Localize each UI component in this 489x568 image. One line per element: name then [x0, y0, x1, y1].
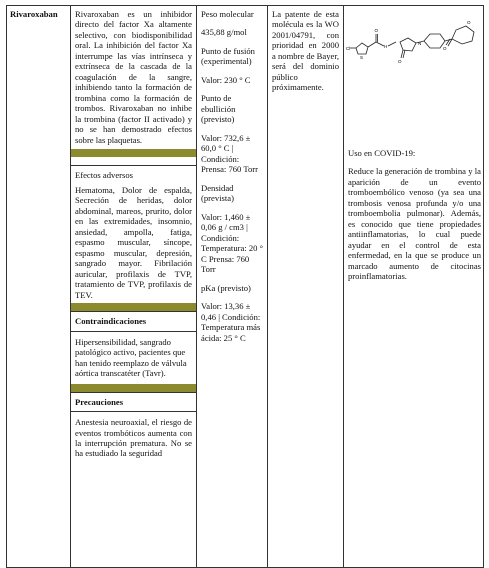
drug-info-table [6, 5, 484, 568]
property-value: Valor: 732,6 ± 60,0 ° C | Condición: Prensa: 760 Torr [201, 132, 259, 175]
section-divider [71, 303, 196, 311]
property-value: 435,88 g/mol [201, 27, 247, 38]
section-divider [71, 384, 196, 392]
drug-name-column [7, 6, 71, 567]
structure-covid-column [344, 6, 484, 567]
property-value: Valor: 230 ° C [201, 74, 251, 85]
drug-description: Rivaroxaban es un inhibidor directo del factor Xa altamente selectivo, con biodisponibilidad oral. La inhibición del factor Xa interrumpe las vías intrínseca y extrínseca de la cascada de la coagulación de la sangre, inhibiendo tanto la formación de trombina como la formación de trombos. Rivaroxaban no inhibe la trombina (factor II activado) y no se han demostrado efectos sobre las plaquetas. [75, 9, 192, 145]
patent-column [268, 6, 344, 567]
sulfur-label: S [360, 55, 364, 60]
chlorine-label: Cl [346, 46, 351, 51]
molecule-structure-image [346, 8, 484, 66]
section-divider [71, 149, 196, 157]
property-value: Valor: 13,36 ± 0,46 | Condición: Temperatura más ácida: 25 ° C [201, 301, 261, 343]
drug-name: Rivaroxaban [10, 9, 58, 19]
patent-text: La patente de esta molécula es la WO 2001/04791, con prioridad en 2000 a nombre de Bayer, será del dominio público próximamente. [272, 9, 339, 93]
precautions-text: Anestesia neuroaxial, el riesgo de eventos trombóticos aumenta con la interrupción prematura. No se ha estudiado la seguridad [75, 417, 192, 459]
clinical-info-column [71, 6, 197, 567]
oxazolidinone-o-label: O [398, 59, 402, 64]
properties-list [197, 6, 267, 343]
adverse-effects-title: Efectos adversos [75, 170, 133, 181]
patent-cell [268, 6, 343, 93]
oxazolidinone-n-label: N [418, 41, 422, 46]
property-label: Peso molecular [201, 9, 254, 19]
property-label: pKa (previsto) [201, 282, 251, 293]
amide-nh-label: H [384, 44, 388, 49]
property-label: Punto de fusión (experimental) [201, 45, 255, 67]
properties-column [197, 6, 268, 567]
property-label: Punto de ebullición (previsto) [201, 93, 236, 125]
morpholinone-o-label: O [443, 46, 447, 51]
contraindications-title: Contraindicaciones [75, 316, 147, 327]
contraindications-text: Hipersensibilidad, sangrado patológico activo, pacientes que han tenido reemplazo de válvula aórtica transcatéter (Tavr). [75, 336, 187, 379]
property-value: Valor: 1,460 ± 0,06 g / cm3 | Condición: Temperatura: 20 ° C Prensa: 760 Torr [201, 211, 264, 275]
property-label: Densidad (prevista) [201, 182, 234, 204]
carbonyl-oxygen-label: O [374, 28, 379, 33]
adverse-effects-text: Hematoma, Dolor de espalda, Secreción de heridas, dolor abdominal, mareos, prurito, dolor en las extremidades, insomnio, ansiedad, ampolla, fatiga, espasmo muscular, síncope, espasmo muscular, depresión, sangrado mayor. Fibrilación auricular, profilaxis de TVP, tratamiento de TVP, profilaxis de TEV. [75, 184, 192, 300]
covid-use-title: Uso en COVID-19: [348, 148, 416, 158]
morpholine-o-label: O [467, 20, 471, 25]
covid-use-section [348, 148, 481, 282]
precautions-title: Precauciones [75, 396, 124, 407]
covid-use-text: Reduce la generación de trombina y la aparición de un evento tromboembólico venoso (ya sea una trombosis venosa profunda y/o una tromboembolia pulmonar). Además, es conocido que tiene propiedades antiinflamatorias, lo cual puede ayudar en el control de esta enfermedad, en la que se produce un marcado aumento de citocinas proinflamatorias. [348, 166, 481, 282]
